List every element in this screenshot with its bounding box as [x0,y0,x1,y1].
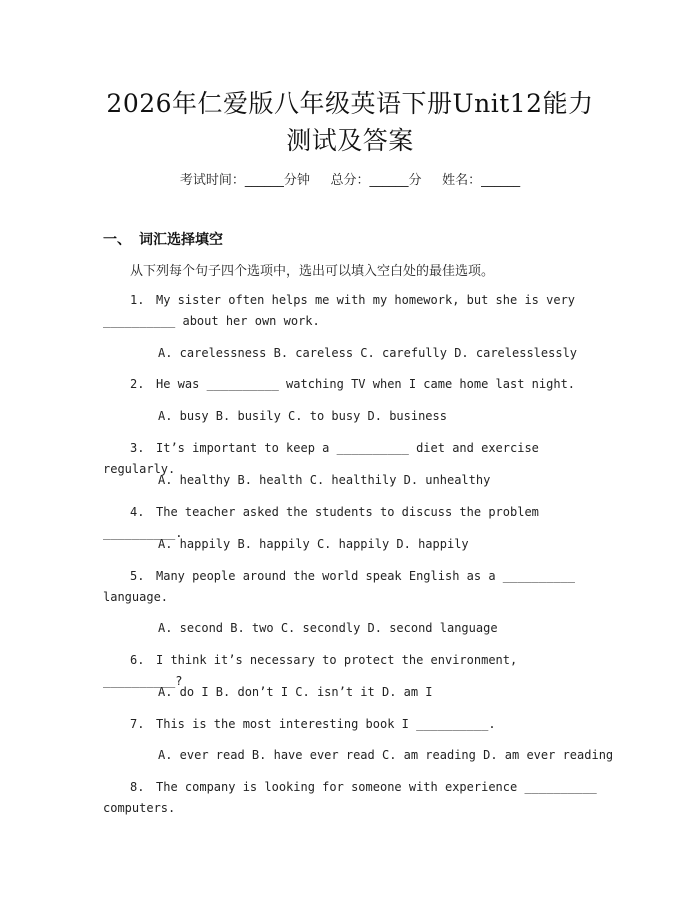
question-4-options: A. happily B. happily C. happily D. happily [158,537,469,551]
question-number: 3. [130,441,145,455]
question-text: He was __________ watching TV when I came home last night. [156,377,576,391]
question-2 [103,374,603,395]
question-number: 4. [130,505,145,519]
question-5-options: A. second B. two C. secondly D. second language [158,621,498,635]
question-number: 7. [130,717,145,731]
question-text: Many people around the world speak English as a __________ language. [103,569,576,604]
question-text: My sister often helps me with my homework, but she is very __________ about her own work. [103,293,576,328]
question-7-options: A. ever read B. have ever read C. am reading D. am ever reading [158,748,614,762]
exam-info: 考试时间：______分钟 总分：______分 姓名：______ [179,173,521,188]
question-number: 2. [130,377,145,391]
section-instruction: 从下列每个句子四个选项中，选出可以填入空白处的最佳选项。 [130,264,495,279]
question-text: The company is looking for someone with experience __________ computers. [103,780,597,815]
question-3-options: A. healthy B. health C. healthily D. unhealthy [158,473,491,487]
question-number: 1. [130,293,145,307]
question-6-options: A. do I B. don’t I C. isn’t it D. am I [158,685,433,699]
question-8 [103,777,603,819]
question-2-options: A. busy B. busily C. to busy D. business [158,409,447,423]
section-number: 一、 [103,232,131,248]
document-title-line-1: 2026年仁爱版八年级英语下册Unit12能力 [106,89,594,118]
question-5 [103,566,603,608]
document-title-line-2: 测试及答案 [286,126,414,155]
question-1 [103,290,603,332]
section-heading [103,229,223,249]
question-number: 8. [130,780,145,794]
question-number: 6. [130,653,145,667]
question-number: 5. [130,569,145,583]
question-text: This is the most interesting book I __________. [156,717,496,731]
question-text: It’s important to keep a __________ diet and exercise regularly. [103,441,539,476]
question-text: The teacher asked the students to discuss the problem __________. [103,505,539,540]
question-1-options: A. carelessness B. careless C. carefully D. carelesslessly [158,346,578,360]
section-title: 词汇选择填空 [139,232,223,248]
question-7 [103,714,603,735]
question-text: I think it’s necessary to protect the environment, __________? [103,653,518,688]
